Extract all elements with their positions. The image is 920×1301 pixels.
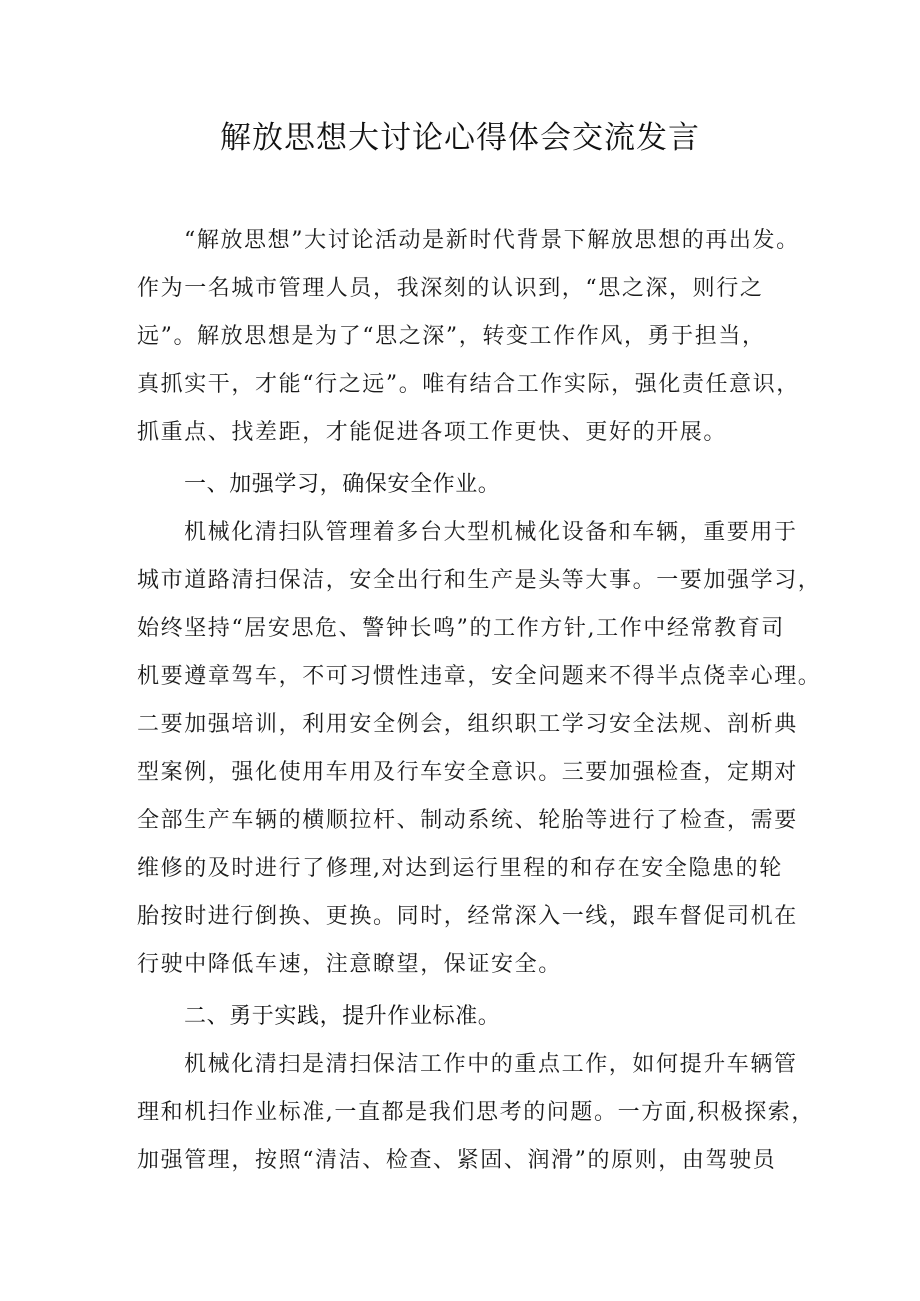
paragraph-line: 理和机扫作业标准,一直都是我们思考的问题。一方面,积极探索， (137, 1100, 815, 1125)
paragraph-line: 机械化清扫队管理着多台大型机械化设备和车辆，重要用于 (184, 520, 798, 545)
paragraph-line: 真抓实干，才能“行之远”。唯有结合工作实际，强化责任意识， (137, 372, 800, 397)
paragraph-line: 机要遵章驾车，不可习惯性违章，安全问题来不得半点侥幸心理。 (137, 664, 822, 689)
section-heading-1: 一、加强学习，确保安全作业。 (184, 472, 501, 497)
document-title: 解放思想大讨论心得体会交流发言 (220, 120, 700, 156)
paragraph-line: 始终坚持“居安思危、警钟长鸣”的工作方针,工作中经常教育司 (137, 616, 785, 641)
paragraph-line: 型案例，强化使用车用及行车安全意识。三要加强检查，定期对 (137, 760, 798, 785)
section-heading-2: 二、勇于实践，提升作业标准。 (184, 1004, 501, 1029)
paragraph-line: 维修的及时进行了修理,对达到运行里程的和存在安全隐患的轮 (137, 856, 783, 881)
paragraph-line: 抓重点、找差距，才能促进各项工作更快、更好的开展。 (137, 420, 728, 445)
paragraph-line: 机械化清扫是清扫保洁工作中的重点工作，如何提升车辆管 (184, 1052, 798, 1077)
paragraph-line: 二要加强培训，利用安全例会，组织职工学习安全法规、剖析典 (137, 712, 798, 737)
paragraph-line: 胎按时进行倒换、更换。同时，经常深入一线，跟车督促司机在 (137, 904, 798, 929)
paragraph-line: “解放思想”大讨论活动是新时代背景下解放思想的再出发。 (184, 228, 800, 253)
paragraph-line: 加强管理，按照“清洁、检查、紧固、润滑”的原则，由驾驶员 (137, 1148, 777, 1173)
paragraph-line: 全部生产车辆的横顺拉杆、制动系统、轮胎等进行了检查，需要 (137, 808, 798, 833)
paragraph-line: 作为一名城市管理人员，我深刻的认识到，“思之深，则行之 (137, 276, 764, 301)
paragraph-line: 远”。解放思想是为了“思之深”，转变工作作风，勇于担当， (137, 324, 766, 349)
paragraph-line: 行驶中降低车速，注意瞭望，保证安全。 (137, 952, 562, 977)
paragraph-line: 城市道路清扫保洁，安全出行和生产是头等大事。一要加强学习， (137, 568, 822, 593)
